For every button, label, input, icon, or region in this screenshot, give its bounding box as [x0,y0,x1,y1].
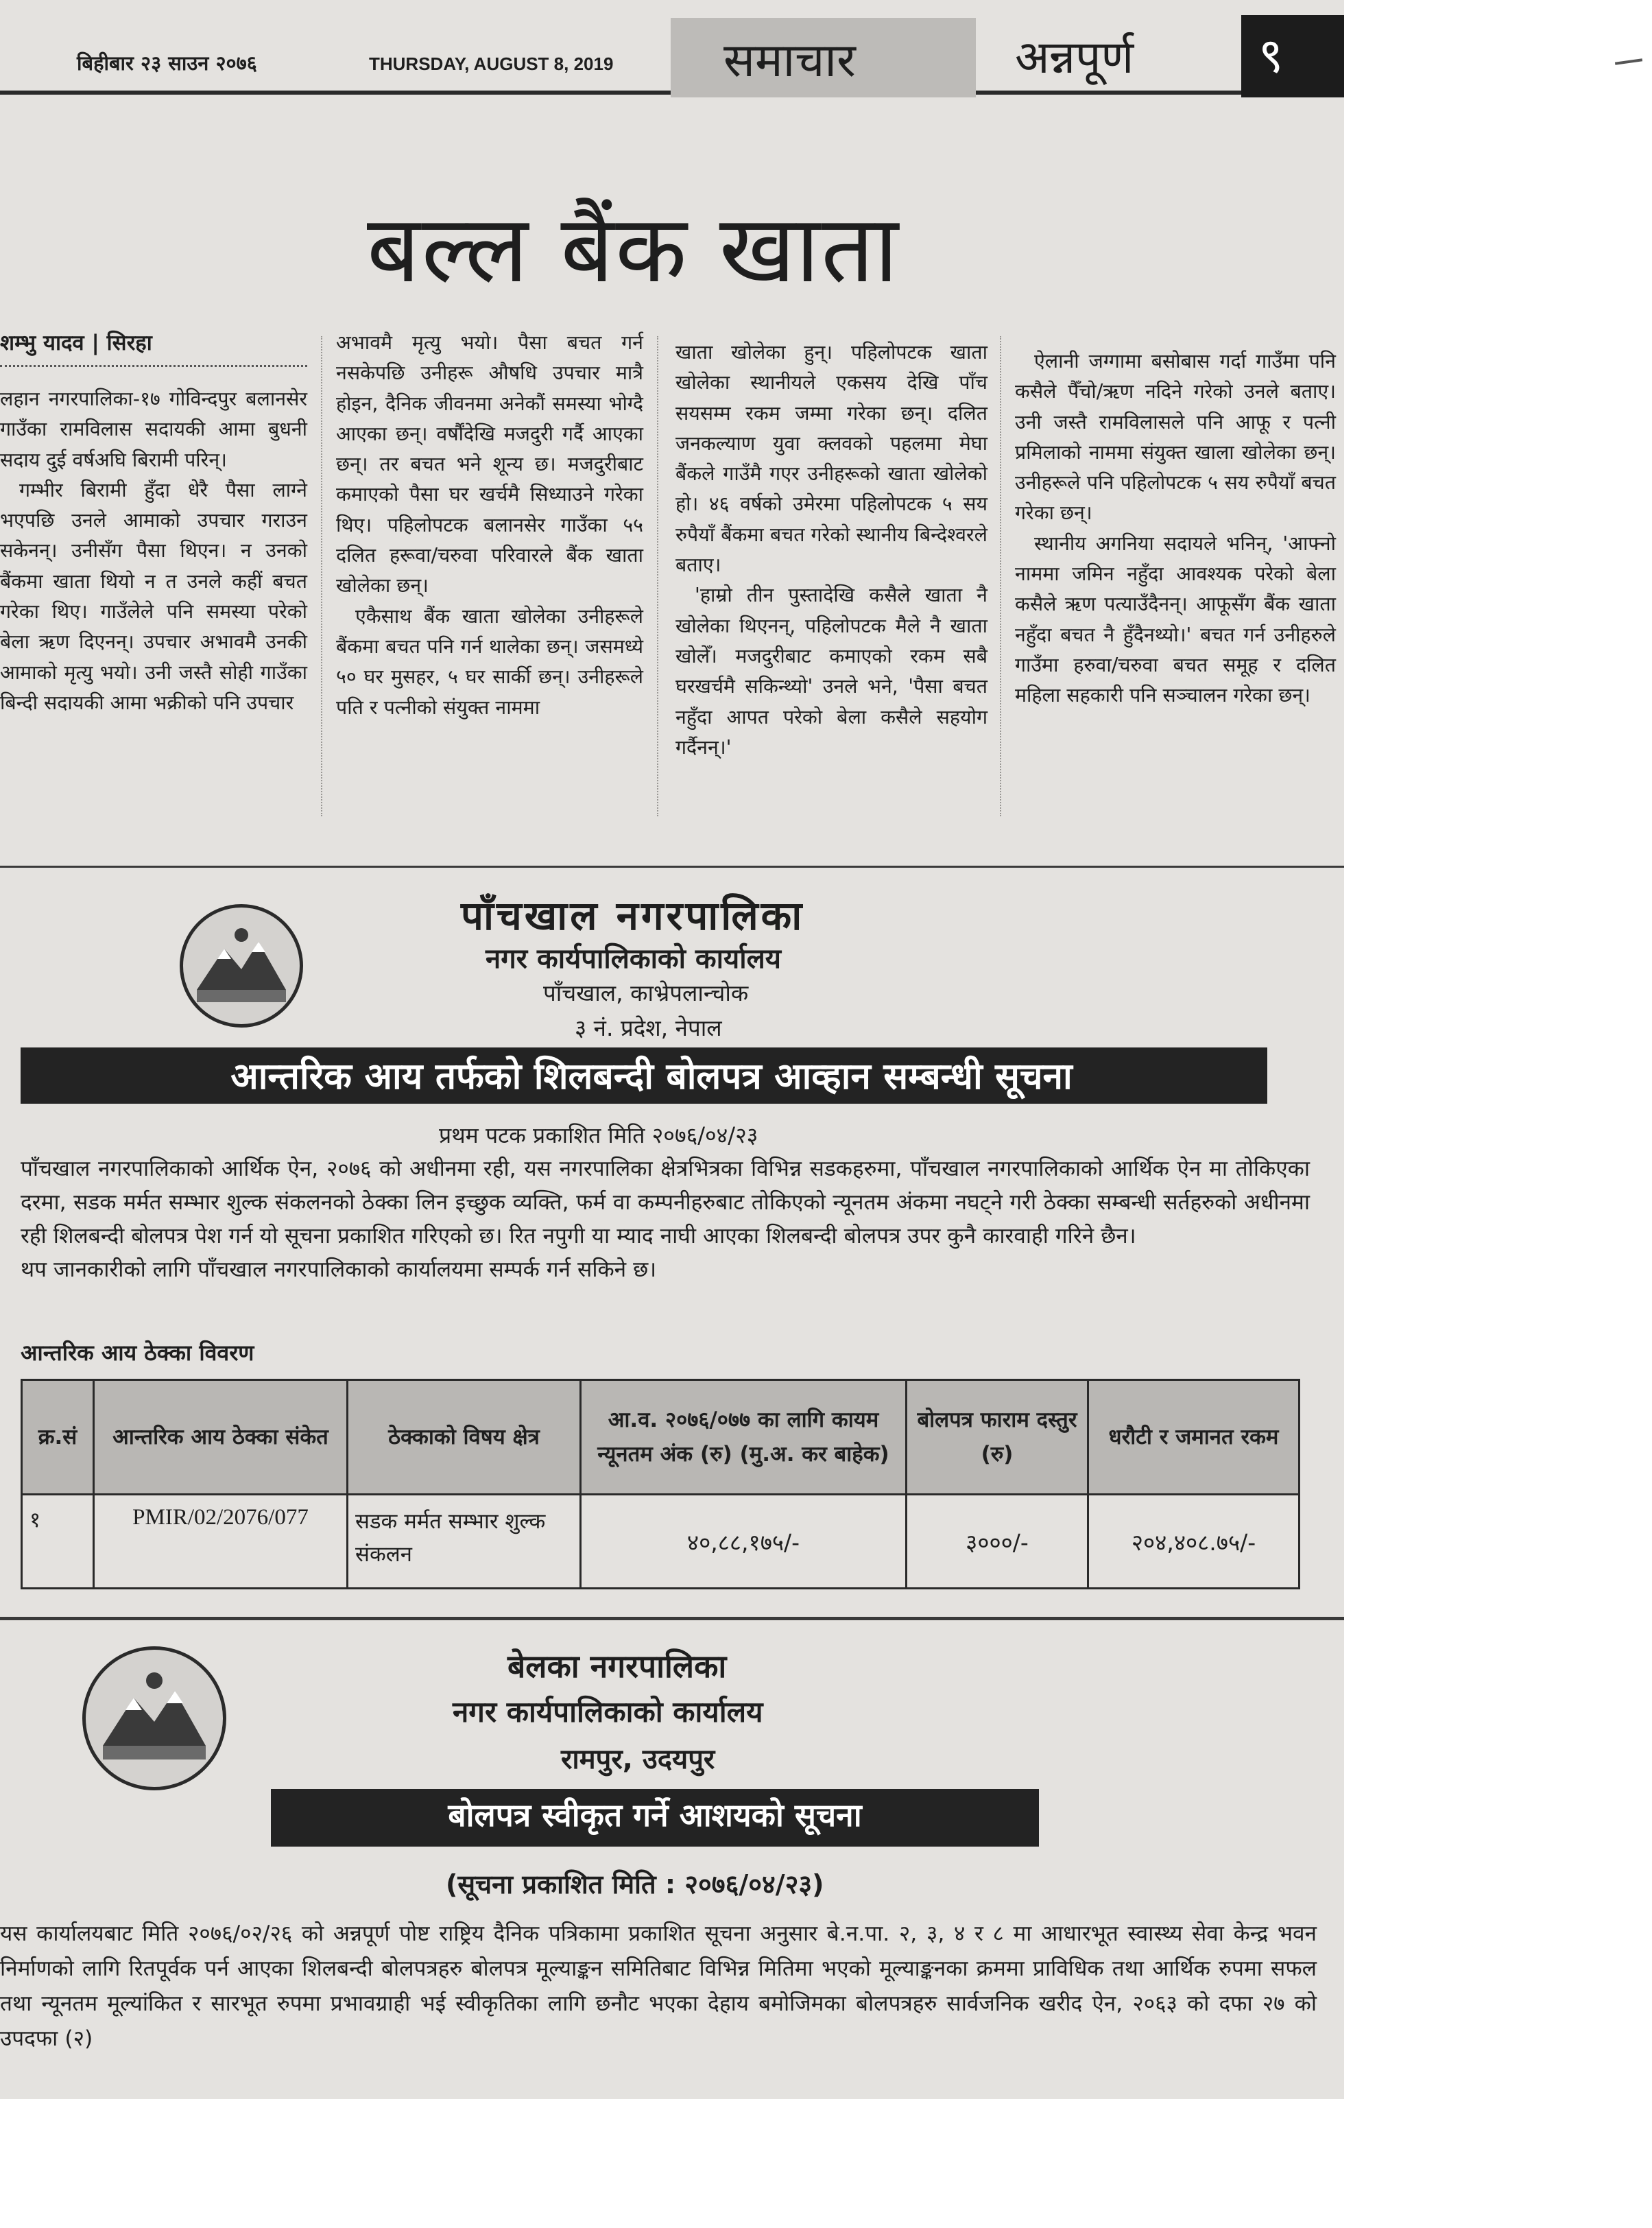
column-header: आ.व. २०७६/०७७ का लागि कायम न्यूनतम अंक (रु) (मु.अ. कर बाहेक) [581,1380,907,1495]
table-row [22,1495,1300,1589]
article-headline: बल्ल बैंक खाता [367,195,900,304]
column-divider [657,336,659,816]
article-paragraph: लहान नगरपालिका-१७ गोविन्दपुर बलानसेर गाउँका रामविलास सदायकी आमा बुधनी सदाय दुई वर्षअघि बिरामी परिन्। [0,388,307,471]
page-number: ९ [1258,27,1284,84]
cell-min-amount: ४०,८८,१७५/- [581,1495,907,1589]
masthead-date-nepali: बिहीबार २३ साउन २०७६ [77,51,257,75]
notice1-published-date: प्रथम पटक प्रकाशित मिति २०७६/०४/२३ [439,1122,758,1148]
article-column-2 [336,328,643,723]
article-paragraph: खाता खोलेका हुन्। पहिलोपटक खाता खोलेका स्थानीयले एकसय देखि पाँच सयसम्म रकम जम्मा गरेका छन्। दलित जनकल्याण युवा क्लवको पहलमा मेघा बैंकले गाउँमै गएर उनीहरूको खाता खोलेको हो। ४६ वर्षको उमेरमा पहिलोपटक ५ सय रुपैयाँ बैंकमा बचत गरेको स्थानीय बिन्देश्वरले बताए। [675,341,987,577]
nepal-emblem-icon [82,1646,226,1790]
notice2-subtitle: नगर कार्यपालिकाको कार्यालय [453,1695,763,1729]
byline-rule [0,365,307,367]
notice1-body [21,1152,1310,1287]
notice1-province: ३ नं. प्रदेश, नेपाल [575,1015,722,1041]
scan-mark [1615,58,1642,65]
notice2-address: रामपुर, उदयपुर [561,1744,715,1775]
column-header: बोलपत्र फाराम दस्तुर (रु) [907,1380,1088,1495]
notice2-paragraph: यस कार्यालयबाट मिति २०७६/०२/२६ को अन्नपूर्ण पोष्ट राष्ट्रिय दैनिक पत्रिकामा प्रकाशित सूचना अनुसार बे.न.पा. २, ३, ४ र ८ मा आधारभूत स्वास्थ्य सेवा केन्द्र भवन निर्माणको लागि रितपूर्वक पर्न आएका शिलबन्दी बोलपत्रहरु बोलपत्र मूल्याङ्कन समितिबाट विभिन्न मितिमा भएको मूल्याङ्कनका क्रममा प्राविधिक तथा आर्थिक रुपमा सफल तथा न्यूनतम मूल्यांकित र सारभूत रुपमा प्रभावग्राही भई स्वीकृतिका लागि छनौट भएका देहाय बमोजिमका बोलपत्रहरु सार्वजनिक खरीद ऐन, २०६३ को दफा २७ को उपदफा (२) [0,1921,1317,2051]
article-paragraph: अभावमै मृत्यु भयो। पैसा बचत गर्न नसकेपछि उनीहरू औषधि उपचार मात्रै होइन, दैनिक जीवनमा अनेकौं समस्या भोग्दै आएका छन्। वर्षौंदेखि मजदुरी गर्दै आएका छन्। तर बचत भने शून्य छ। मजदुरीबाट कमाएको पैसा घर खर्चमै सिध्याउने गरेका थिए। पहिलोपटक बलानसेर गाउँका ५५ दलित हरूवा/चरुवा परिवारले बैंक खाता खोलेका छन्। [336,331,643,597]
article-paragraph: गम्भीर बिरामी हुँदा धेरै पैसा लाग्ने भएपछि उनले आमाको उपचार गराउन सकेनन्। उनीसँग पैसा थिएन। न उनको बैंकमा खाता थियो न त उनले कहीं बचत गरेका थिए। गाउँलेले पनि समस्या परेको बेला ऋण दिएनन्। उपचार अभावमै उनकी आमाको मृत्यु भयो। उनी जस्तै सोही गाउँका बिन्दी सदायकी आमा भक्रीको पनि उपचार [0,478,307,714]
article-paragraph: ऐलानी जग्गामा बसोबास गर्दा गाउँमा पनि कसैले पैँचो/ऋण नदिने गरेको उनले बताए। उनी जस्तै रामविलासले पनि आफू र पत्नी प्रमिलाको नाममा संयुक्त खाला खोलेका छन्। उनीहरूले पनि पहिलोपटक ५ सय रुपैयाँ बचत गरेका छन्। [1015,350,1336,525]
article-byline: शम्भु यादव | सिरहा [0,331,152,355]
nepal-emblem-icon [180,904,303,1028]
masthead-section: समाचार [723,34,856,88]
cell-sn: १ [22,1495,94,1589]
notice1-detail-heading: आन्तरिक आय ठेक्का विवरण [21,1340,254,1366]
notice-border [0,866,1344,868]
notice2-banner: बोलपत्र स्वीकृत गर्ने आशयको सूचना [448,1797,862,1834]
column-divider [1000,336,1002,816]
cell-form-fee: ३०००/- [907,1495,1088,1589]
column-header: क्र.सं [22,1380,94,1495]
notice1-address: पाँचखाल, काभ्रेपलान्चोक [543,980,749,1006]
column-header: ठेक्काको विषय क्षेत्र [348,1380,581,1495]
notice1-subtitle: नगर कार्यपालिकाको कार्यालय [486,943,781,975]
notice2-title: बेलका नगरपालिका [507,1648,727,1685]
notice1-paragraph: थप जानकारीको लागि पाँचखाल नगरपालिकाको कार्यालयमा सम्पर्क गर्न सकिने छ। [21,1257,657,1282]
tender-table [21,1379,1300,1589]
tender-table-header [22,1380,1300,1495]
article-column-4 [1015,346,1336,711]
cell-code: PMIR/02/2076/077 [94,1495,348,1589]
article-paragraph: 'हाम्रो तीन पुस्तादेखि कसैले खाता नै खोलेका थिएनन्, पहिलोपटक मैले नै खाता खोलेँ। मजदुरीबाट कमाएको रकम सबै घरखर्चमै सकिन्थ्यो' उनले भने, 'पैसा बचत नहुँदा आपत परेको बेला कसैले सहयोग गर्दैनन्।' [675,584,987,759]
notice1-paragraph: पाँचखाल नगरपालिकाको आर्थिक ऐन, २०७६ को अधीनमा रही, यस नगरपालिका क्षेत्रभित्रका विभिन्न सडकहरुमा, पाँचखाल नगरपालिकाको आर्थिक ऐन मा तोकिएका दरमा, सडक मर्मत सम्भार शुल्क संकलनको ठेक्का लिन इच्छुक व्यक्ति, फर्म वा कम्पनीहरुबाट तोकिएको न्यूनतम अंकमा नघट्ने गरी ठेक्का सम्बन्धी सर्तहरुको अधीनमा रही शिलबन्दी बोलपत्र पेश गर्न यो सूचना प्रकाशित गरिएको छ। रित नपुगी या म्याद नाघी आएका शिलबन्दी बोलपत्र उपर कुनै कारवाही गरिने छैन। [21,1157,1310,1248]
notice1-title: पाँचखाल नगरपालिका [461,892,805,939]
masthead-page-box [1241,15,1344,97]
column-header: धरौटी र जमानत रकम [1088,1380,1300,1495]
cell-deposit: २०४,४०८.७५/- [1088,1495,1300,1589]
cell-subject: सडक मर्मत सम्भार शुल्क संकलन [348,1495,581,1589]
article-column-3 [675,337,987,763]
notice2-published-date: (सूचना प्रकाशित मिति : २०७६/०४/२३) [446,1869,824,1899]
article-paragraph: एकैसाथ बैंक खाता खोलेका उनीहरूले बैंकमा बचत पनि गर्न थालेका छन्। जसमध्ये ५० घर मुसहर, ५ घर सार्की छन्। उनीहरूले पति र पत्नीको संयुक्त नाममा [336,604,643,719]
notice-border [0,1617,1344,1620]
article-paragraph: स्थानीय अगनिया सदायले भनिन्, 'आफ्नो नाममा जमिन नहुँदा आवश्यक परेको बेला कसैले ऋण पत्याउँदैनन्। आफूसँग बैंक खाता नहुँदा बचत नै हुँदैनथ्यो।' बचत गर्न उनीहरुले गाउँमा हरुवा/चरुवा बचत समूह र दलित महिला सहकारी पनि सञ्चालन गरेका छन्। [1015,532,1336,707]
notice2-body [0,1917,1317,2057]
article-column-1 [0,384,307,718]
column-header: आन्तरिक आय ठेक्का संकेत [94,1380,348,1495]
column-divider [321,336,323,816]
notice1-banner: आन्तरिक आय तर्फको शिलबन्दी बोलपत्र आव्हान सम्बन्धी सूचना [230,1056,1073,1098]
masthead-date-english: THURSDAY, AUGUST 8, 2019 [369,54,614,74]
masthead-brand: अन्नपूर्ण [1015,31,1134,84]
